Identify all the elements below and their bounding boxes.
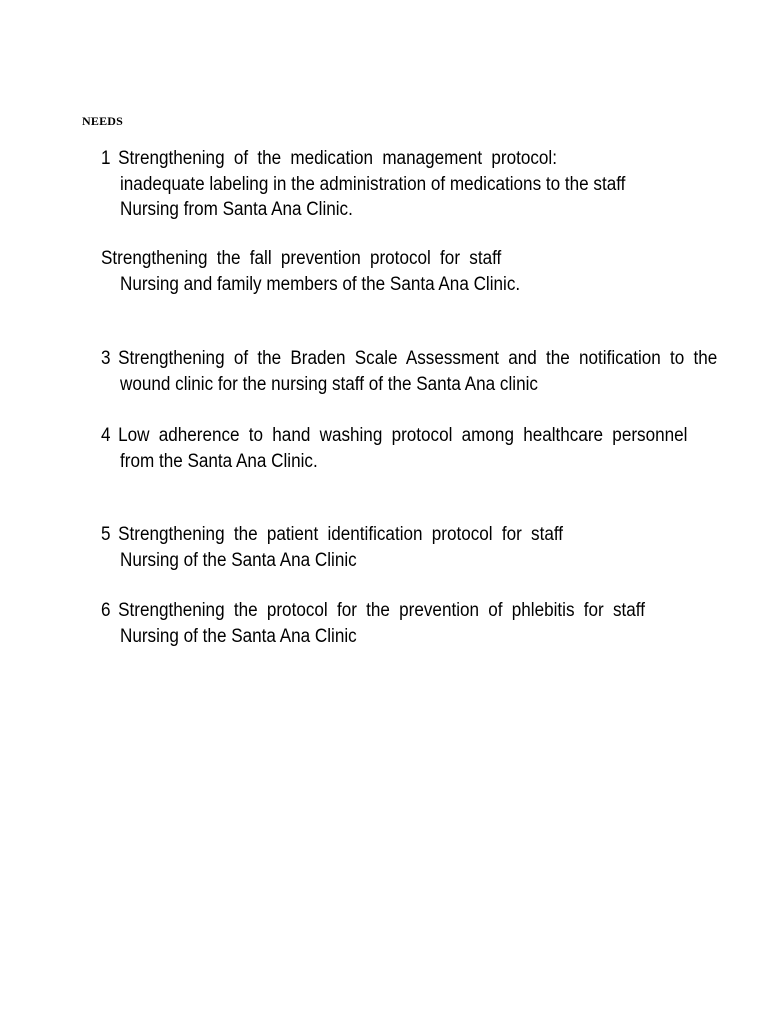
needs-item-4 (101, 423, 687, 449)
item-number: 6 (101, 600, 111, 621)
needs-item-5 (101, 522, 563, 548)
item-line: Nursing and family members of the Santa Ana Clinic. (120, 274, 521, 295)
item-line: inadequate labeling in the administration of medications to the staff (120, 174, 626, 195)
item-line: Strengthening the fall prevention protocol for staff (101, 248, 502, 269)
item-line: Strengthening the patient identification protocol for staff (118, 524, 564, 545)
item-number: 3 (101, 348, 111, 369)
needs-item-1 (101, 146, 557, 172)
item-line: Low adherence to hand washing protocol among healthcare personnel (118, 425, 688, 446)
item-line: Strengthening the protocol for the prevention of phlebitis for staff (118, 600, 645, 621)
item-number: 4 (101, 425, 111, 446)
item-line: Nursing from Santa Ana Clinic. (120, 199, 353, 220)
needs-item-3 (101, 346, 717, 372)
needs-item-6 (101, 598, 645, 624)
item-line: wound clinic for the nursing staff of the Santa Ana clinic (120, 374, 538, 395)
item-line: from the Santa Ana Clinic. (120, 451, 318, 472)
item-line: Nursing of the Santa Ana Clinic (120, 550, 357, 571)
item-line: Strengthening of the medication management protocol: (118, 148, 557, 169)
item-line: Strengthening of the Braden Scale Assessment and the notification to the (118, 348, 718, 369)
item-number: 5 (101, 524, 111, 545)
section-heading: NEEDS (82, 114, 124, 128)
item-line: Nursing of the Santa Ana Clinic (120, 626, 357, 647)
item-number: 1 (101, 148, 111, 169)
needs-item-2 (101, 246, 501, 272)
